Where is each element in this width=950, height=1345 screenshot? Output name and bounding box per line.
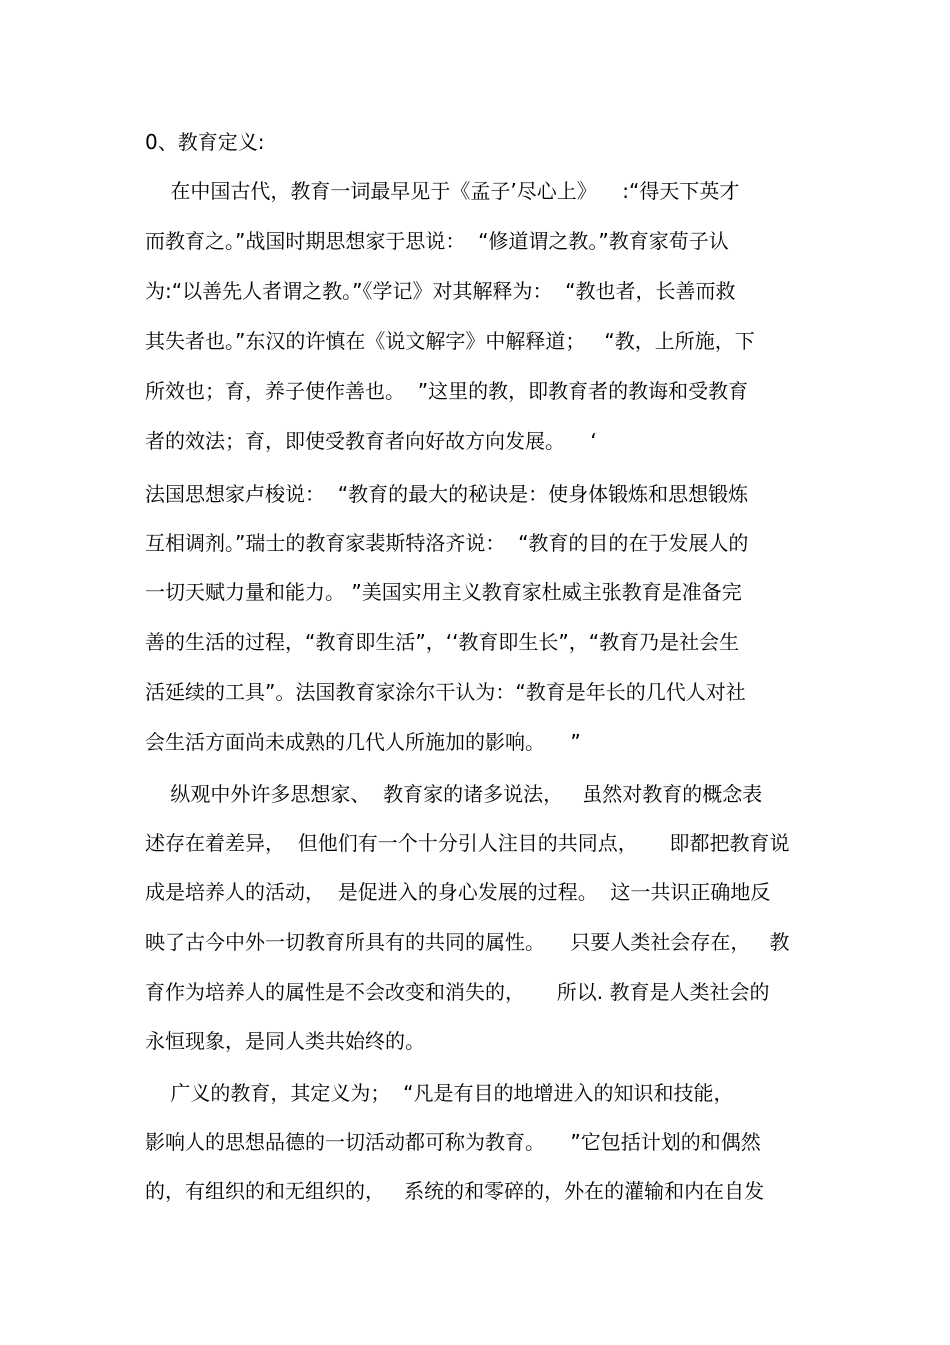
text-line: 所效也；育，养子使作善也。 ”这里的教，即教育者的教诲和受教育 (145, 379, 749, 403)
text-line: 而教育之。”战国时期思想家于思说： “修道谓之教。”教育家荀子认 (145, 229, 729, 253)
text-line: 述存在着差异， 但他们有一个十分引人注目的共同点， 即都把教育说 (145, 831, 790, 855)
text-line: 互相调剂。”瑞士的教育家裴斯特洛齐说： “教育的目的在于发展人的 (145, 531, 749, 555)
text-line: 育作为培养人的属性是不会改变和消失的， 所以. 教育是人类社会的 (145, 980, 770, 1004)
text-line: 法国思想家卢梭说： “教育的最大的秘诀是：使身体锻炼和思想锻炼 (145, 482, 749, 506)
text-line: 善的生活的过程，“教育即生活”，‘‘教育即生长”，“教育乃是社会生 (145, 630, 740, 654)
text-line: 映了古今中外一切教育所具有的共同的属性。 只要人类社会存在， 教 (145, 930, 790, 954)
text-line: 会生活方面尚未成熟的几代人所施加的影响。 ” (145, 730, 581, 754)
section-heading: 0、教育定义: (145, 130, 265, 154)
text-line: 成是培养人的活动， 是促进入的身心发展的过程。 这一共识正确地反 (145, 880, 771, 904)
text-line: 在中国古代，教育一词最早见于《孟子’尽心上》 :“得天下英才 (145, 179, 740, 203)
text-line: 活延续的工具”。法国教育家涂尔干认为：“教育是年长的几代人对社 (145, 680, 746, 704)
text-line: 的，有组织的和无组织的， 系统的和零碎的，外在的灌输和内在自发 (145, 1179, 765, 1203)
text-line: 为:“以善先人者谓之教。”《学记》对其解释为： “教也者，长善而救 (145, 279, 736, 303)
text-line: 其失者也。”东汉的许慎在《说文解字》中解释道； “教，上所施，下 (145, 329, 755, 353)
text-line: 者的效法；育，即使受教育者向好故方向发展。 ‘ (145, 429, 597, 453)
text-line: 广义的教育，其定义为； “凡是有目的地增进入的知识和技能， (145, 1081, 734, 1105)
text-line: 纵观中外许多思想家、 教育家的诸多说法， 虽然对教育的概念表 (145, 782, 763, 806)
text-line: 影响人的思想品德的一切活动都可称为教育。 ”它包括计划的和偶然 (145, 1130, 761, 1154)
text-line: 永恒现象，是同人类共始终的。 (145, 1029, 425, 1053)
text-line: 一切天赋力量和能力。 ”美国实用主义教育家杜威主张教育是准备完 (145, 580, 742, 604)
